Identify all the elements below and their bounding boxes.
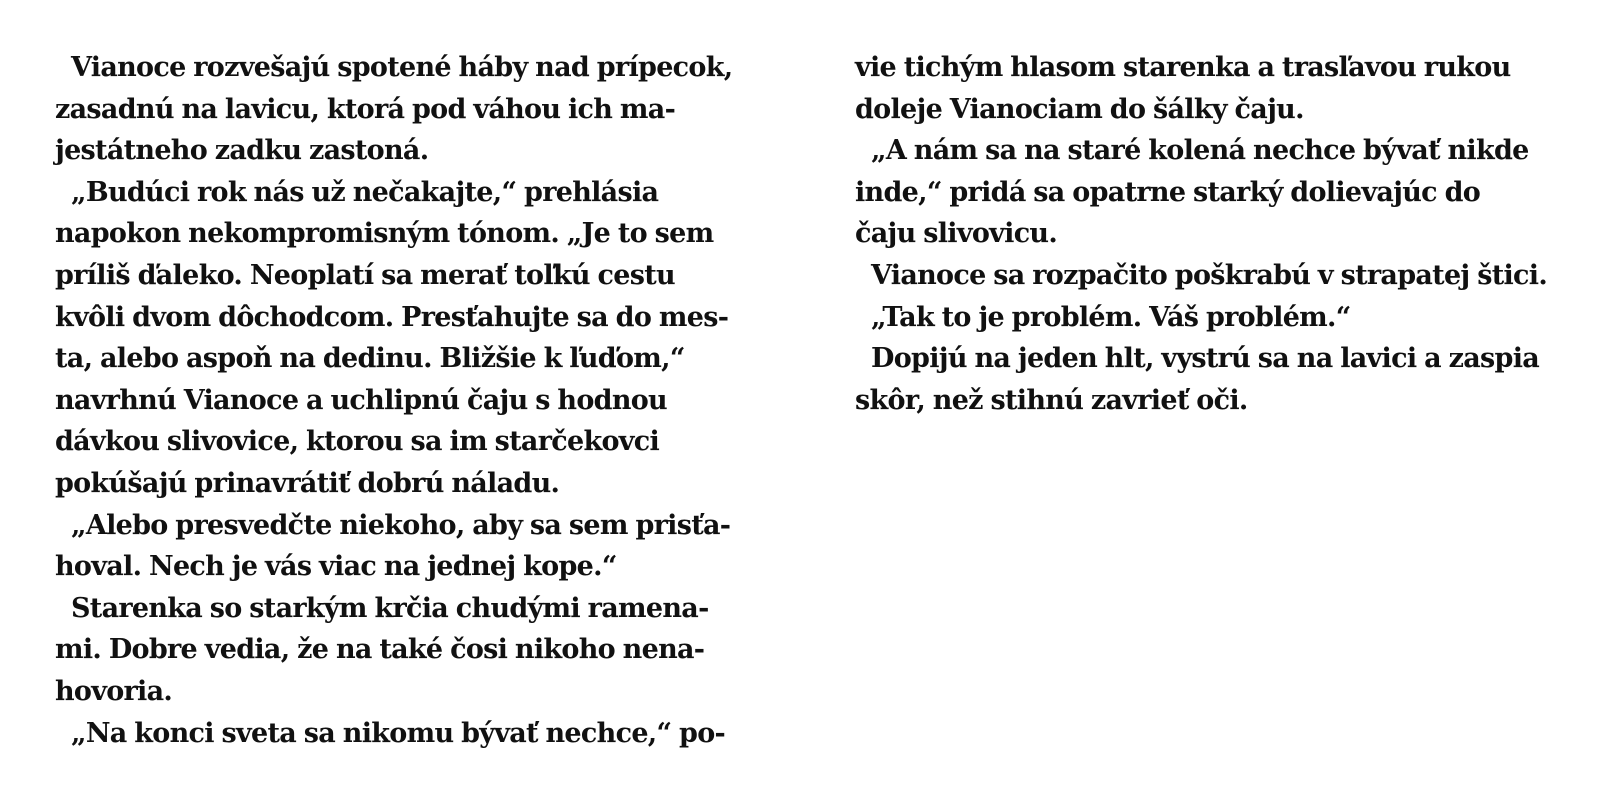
text-line: hovoria. <box>55 675 173 707</box>
text-line: Vianoce rozvešajú spotené háby nad prípecok, <box>71 52 733 83</box>
text-line: čaju slivovicu. <box>855 218 1058 250</box>
left-text-column <box>55 47 775 754</box>
text-line: Dopijú na jeden hlt, vystrú sa na lavici a zaspia <box>871 343 1540 375</box>
text-line: „Alebo presvedčte niekoho, aby sa sem prisťa- <box>71 509 731 541</box>
text-line: Vianoce sa rozpačito poškrabú v strapatej štici. <box>871 259 1548 291</box>
text-line: mi. Dobre vedia, že na také čosi nikoho nena- <box>55 634 705 666</box>
text-line: ta, alebo aspoň na dedinu. Bližšie k ľuďom,“ <box>55 343 685 375</box>
text-line: doleje Vianociam do šálky čaju. <box>855 93 1304 125</box>
text-line: kvôli dvom dôchodcom. Presťahujte sa do mes- <box>55 301 729 333</box>
text-line: napokon nekompromisným tónom. „Je to sem <box>55 218 714 250</box>
text-line: pokúšajú prinavrátiť dobrú náladu. <box>55 467 560 499</box>
right-text-column <box>855 47 1575 421</box>
text-line: zasadnú na lavicu, ktorá pod váhou ich ma- <box>55 93 676 125</box>
text-line: „Budúci rok nás už nečakajte,“ prehlásia <box>71 176 659 208</box>
text-line: „Na konci sveta sa nikomu bývať nechce,“ po- <box>71 717 726 749</box>
text-line: dávkou slivovice, ktorou sa im starčekovci <box>55 426 660 458</box>
text-line: navrhnú Vianoce a uchlipnú čaju s hodnou <box>55 384 667 416</box>
text-line: skôr, než stihnú zavrieť oči. <box>855 384 1248 416</box>
text-line: „Tak to je problém. Váš problém.“ <box>871 301 1351 333</box>
text-line: príliš ďaleko. Neoplatí sa merať toľkú cestu <box>55 259 675 291</box>
text-line: „A nám sa na staré kolená nechce bývať nikde <box>871 135 1529 167</box>
text-line: Starenka so starkým krčia chudými ramena- <box>71 592 709 624</box>
text-line: jestátneho zadku zastoná. <box>55 135 429 167</box>
text-line: inde,“ pridá sa opatrne starký dolievajúc do <box>855 176 1481 208</box>
text-line: vie tichým hlasom starenka a trasľavou rukou <box>855 52 1511 83</box>
text-line: hoval. Nech je vás viac na jednej kope.“ <box>55 551 617 583</box>
